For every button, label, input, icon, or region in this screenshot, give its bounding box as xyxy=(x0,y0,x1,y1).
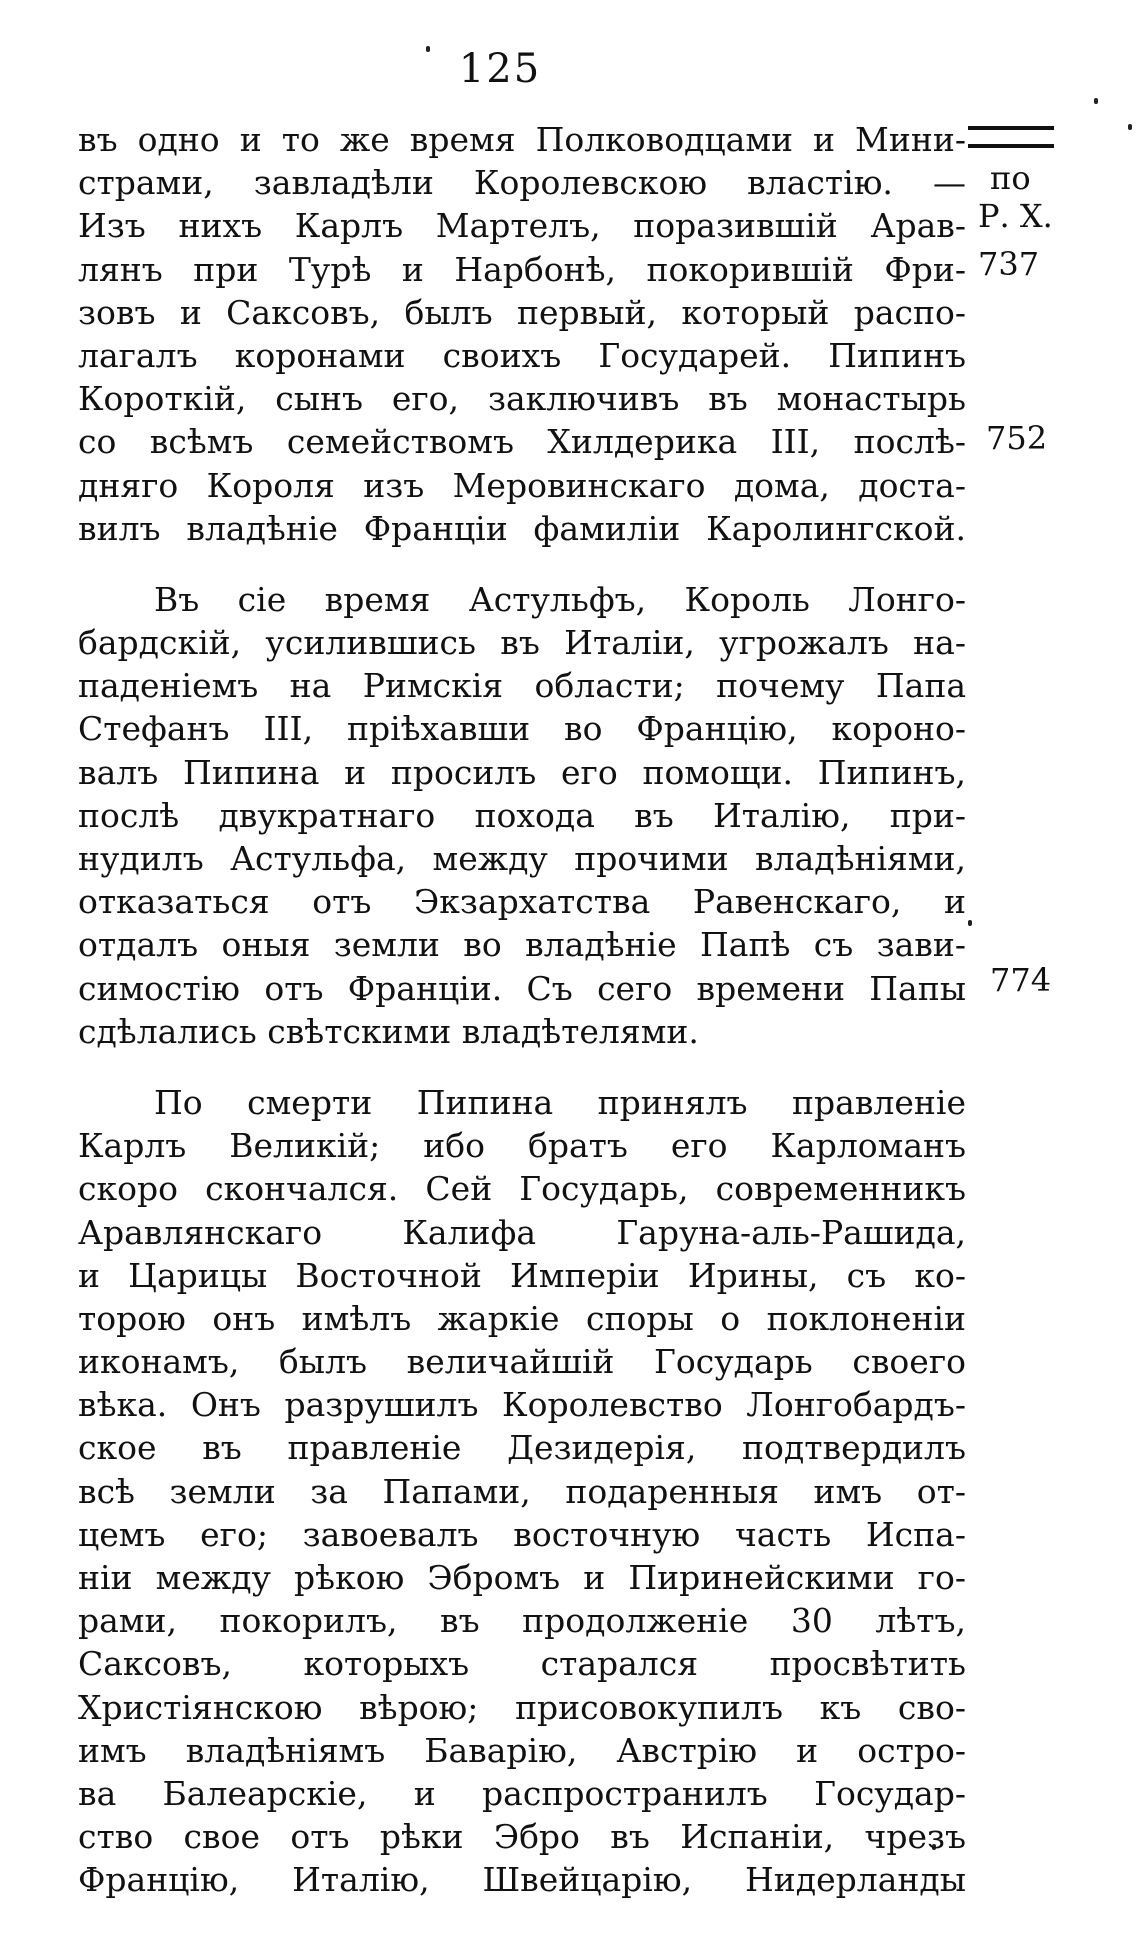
paragraph-3 xyxy=(78,1081,966,1902)
text-line: паденіемъ на Римскія области; почему Папа xyxy=(78,666,966,706)
text-line: лагалъ коронами своихъ Государей. Пипинъ xyxy=(78,335,966,375)
text-line: торою онъ имѣлъ жаркіе споры о поклоненіи xyxy=(78,1298,966,1338)
text-line: отказаться отъ Экзархатства Равенскаго, и xyxy=(78,882,966,922)
text-line: Христіянскою вѣрою; присовокупилъ къ сво- xyxy=(78,1687,966,1727)
text-line: Короткій, сынъ его, заключивъ въ монастырь xyxy=(78,379,966,419)
margin-note-era-abbrev: Р. Х. xyxy=(978,197,1053,235)
text-line: По смерти Пипина принялъ правленіе xyxy=(154,1082,966,1122)
text-line: имъ владѣніямъ Баварію, Австрію и остро- xyxy=(78,1730,966,1770)
text-line: Саксовъ, которыхъ старался просвѣтить xyxy=(78,1644,966,1684)
text-line: валъ Пипина и просилъ его помощи. Пипинъ, xyxy=(78,752,966,792)
text-line: нудилъ Астульфа, между прочими владѣніями, xyxy=(78,839,966,878)
text-line: Въ сіе время Астульфъ, Король Лонго- xyxy=(154,579,966,619)
paragraph-1 xyxy=(78,118,966,550)
text-line: дняго Короля изъ Меровинскаго дома, доста- xyxy=(78,465,966,505)
text-line: со всѣмъ семействомъ Хилдерика III, послѣ- xyxy=(78,422,966,462)
text-line: Изъ нихъ Карлъ Мартелъ, поразившій Арав- xyxy=(78,206,966,246)
header-double-rule xyxy=(968,126,1054,148)
text-line: бардскій, усилившись въ Италіи, угрожалъ на- xyxy=(78,623,966,663)
body-text xyxy=(78,118,966,1902)
ink-speck xyxy=(1128,124,1132,130)
margin-note-year-737: 737 xyxy=(978,245,1040,283)
margin-note-year-752: 752 xyxy=(986,419,1048,457)
text-line: лянъ при Турѣ и Нарбонѣ, покорившій Фри- xyxy=(78,249,966,289)
margin-note-year-774: 774 xyxy=(990,961,1052,999)
text-line: страми, завладѣли Королевскою властію. — xyxy=(78,163,966,203)
margin-note-era: по xyxy=(990,159,1031,197)
ink-speck xyxy=(968,920,972,926)
text-line: всѣ земли за Папами, подаренныя имъ от- xyxy=(78,1471,966,1511)
paragraph-2 xyxy=(78,578,966,1053)
text-line: ніи между рѣкою Эбромъ и Пиринейскими го- xyxy=(78,1558,966,1597)
text-line: ство свое отъ рѣки Эбро въ Испаніи, чрезъ xyxy=(78,1817,966,1857)
text-line: Карлъ Великій; ибо братъ его Карломанъ xyxy=(78,1126,966,1166)
text-line: скоро скончался. Сей Государь, современникъ xyxy=(78,1169,966,1209)
text-line: отдалъ оныя земли во владѣніе Папѣ съ зави- xyxy=(78,925,966,965)
text-line: сдѣлались свѣтскими владѣтелями. xyxy=(78,1011,699,1051)
text-line: иконамъ, былъ величайшій Государь своего xyxy=(78,1342,966,1382)
text-line: цемъ его; завоевалъ восточную часть Испа- xyxy=(78,1514,966,1554)
text-line: Аравлянскаго Калифа Гаруна-аль-Рашида, xyxy=(78,1212,966,1252)
text-line: и Царицы Восточной Имперіи Ирины, съ ко- xyxy=(78,1255,966,1295)
ink-speck xyxy=(1094,98,1098,104)
text-line: послѣ двукратнаго похода въ Италію, при- xyxy=(78,795,966,835)
text-line: Францію, Италію, Швейцарію, Нидерланды xyxy=(78,1860,966,1900)
text-line: рами, покорилъ, въ продолженіе 30 лѣтъ, xyxy=(78,1601,966,1641)
text-line: ское въ правленіе Дезидерія, подтвердилъ xyxy=(78,1428,966,1468)
text-line: въ одно и то же время Полководцами и Мини- xyxy=(78,120,966,159)
ink-speck xyxy=(426,46,430,52)
text-line: Стефанъ III, пріѣхавши во Францію, короно- xyxy=(78,709,966,749)
text-line: зовъ и Саксовъ, былъ первый, который распо- xyxy=(78,292,966,332)
text-line: вѣка. Онъ разрушилъ Королевство Лонгобардъ- xyxy=(78,1385,966,1425)
text-line: ва Балеарскіе, и распространилъ Государ- xyxy=(78,1773,966,1813)
page-number: 125 xyxy=(458,46,542,92)
text-line: симостію отъ Франціи. Съ сего времени Папы xyxy=(78,968,966,1008)
text-line: вилъ владѣніе Франціи фамиліи Каролингской. xyxy=(78,508,966,548)
